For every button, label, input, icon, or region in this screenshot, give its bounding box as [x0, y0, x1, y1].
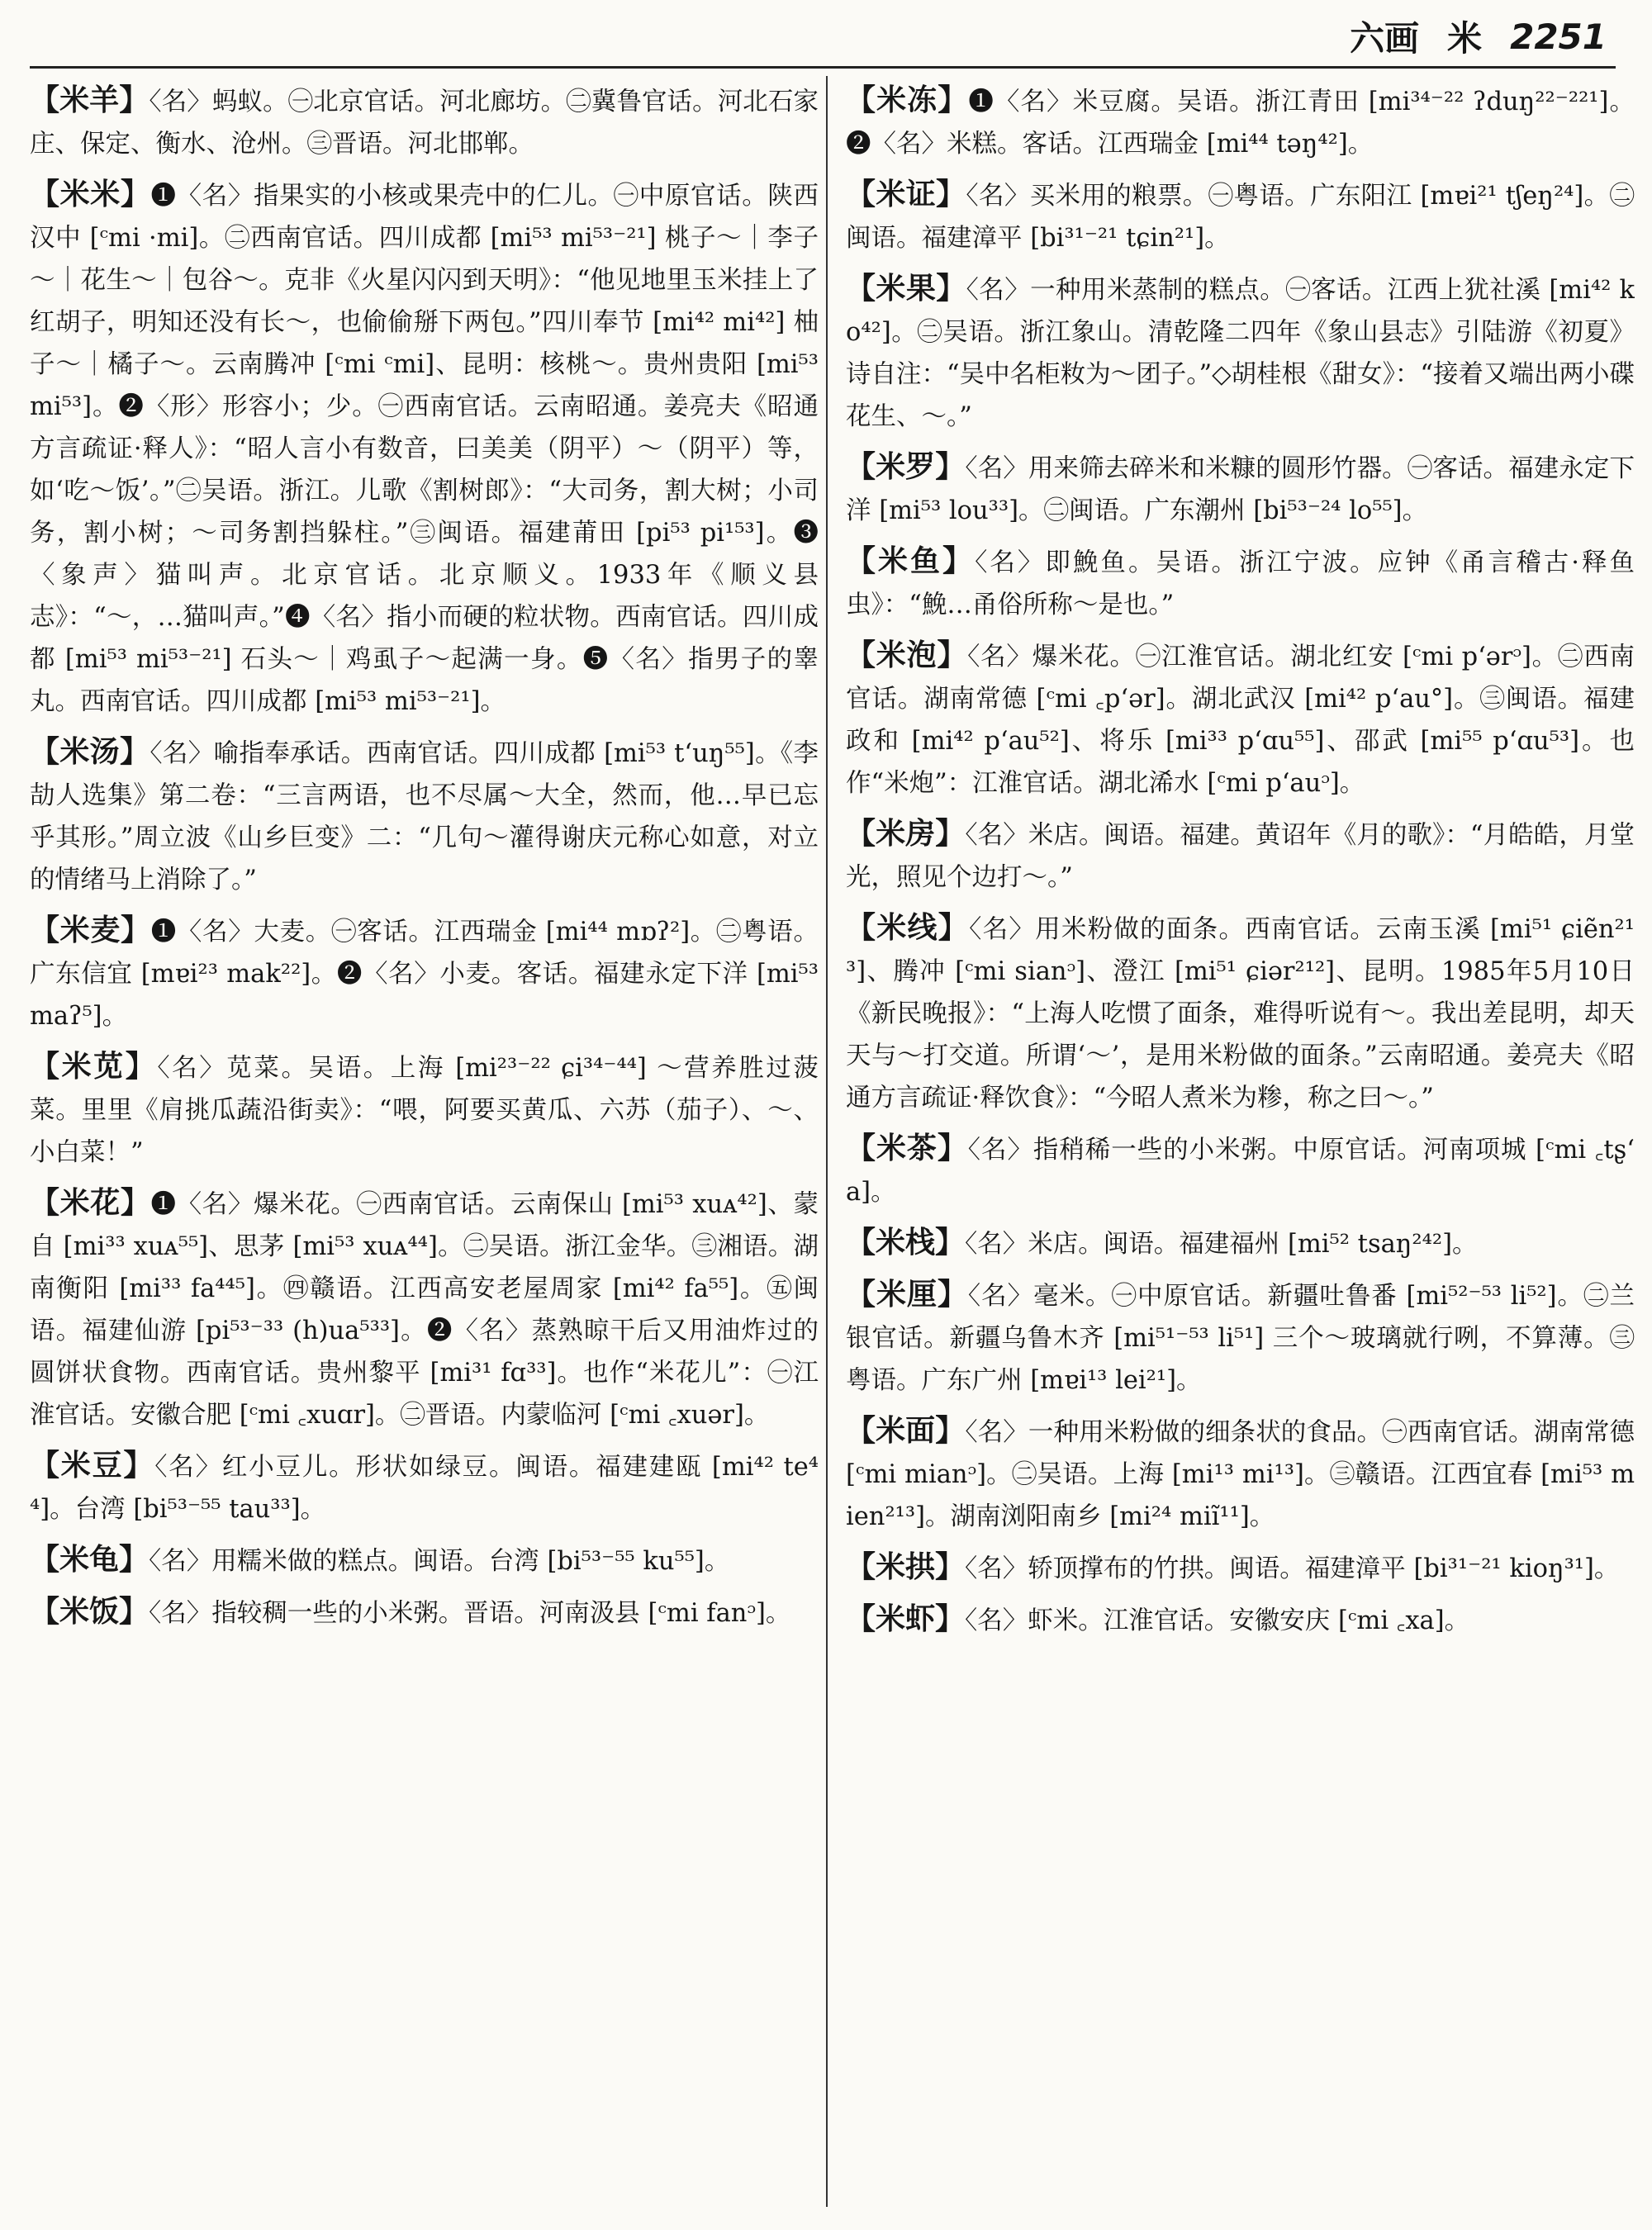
dictionary-entry — [846, 1274, 1635, 1402]
dictionary-entry — [846, 446, 1635, 532]
entry-headword: 【米冻】 — [846, 83, 969, 117]
entry-text: 〈名〉用糯米做的糕点。闽语。台湾 [bi⁵³⁻⁵⁵ ku⁵⁵]。 — [149, 1547, 730, 1576]
dictionary-entry — [846, 1410, 1635, 1538]
entry-headword: 【米米】 — [30, 177, 151, 211]
dictionary-entry — [30, 173, 819, 723]
entry-headword: 【米麦】 — [30, 913, 151, 947]
dictionary-entry — [30, 79, 819, 165]
entry-text: 〈名〉一种用米粉做的细条状的食品。㊀西南官话。湖南常德 [ᶜmi mianᵓ]。㊁吴语。上海 [mi¹³ mi¹³]。㊂赣语。江西宜春 [mi⁵³ mien²¹³]。湖南浏阳南乡 [mi²⁴ miĩ¹¹]。 — [846, 1418, 1635, 1531]
entry-text: 〈名〉爆米花。㊀江淮官话。湖北红安 [ᶜmi pʻərᵓ]。㊁西南官话。湖南常德 [ᶜmi ꜀pʻər]。湖北武汉 [mi⁴² pʻau°]。㊂闽语。福建政和 [mi⁴² pʻau⁵²]、将乐 [mi³³ pʻɑu⁵⁵]、邵武 [mi⁵⁵ pʻɑu⁵³]。也作“米炮”：江淮官话。湖北浠水 [ᶜmi pʻauᵓ]。 — [846, 643, 1635, 798]
dictionary-entry — [846, 268, 1635, 438]
entry-headword: 【米拱】 — [846, 1549, 966, 1584]
entry-headword: 【米鱼】 — [846, 543, 976, 578]
dictionary-entry — [30, 1046, 819, 1174]
right-column — [846, 79, 1635, 2218]
dictionary-entry — [30, 1591, 819, 1635]
entry-headword: 【米虾】 — [846, 1601, 966, 1636]
dictionary-entry — [30, 1445, 819, 1530]
entry-headword: 【米茶】 — [846, 1131, 968, 1165]
dictionary-entry — [846, 540, 1635, 626]
header-rule — [30, 66, 1616, 69]
page-number: 2251 — [1510, 16, 1607, 57]
entry-headword: 【米线】 — [846, 910, 970, 945]
dictionary-entry — [846, 79, 1635, 165]
entry-headword: 【米龟】 — [30, 1542, 150, 1577]
entry-text: 〈名〉喻指奉承话。西南官话。四川成都 [mi⁵³ tʻuŋ⁵⁵]。《李劼人选集》第二卷：“三言两语，也不尽属～大全，然而，他…早已忘乎其形。”周立波《山乡巨变》二：“几句～灌得谢庆元称心如意，对立的情绪马上消除了。” — [30, 739, 819, 894]
page-header — [0, 12, 1607, 61]
entry-text: 〈名〉即鮸鱼。吴语。浙江宁波。应钟《甬言稽古·释鱼虫》：“鮸…甬俗所称～是也。” — [846, 548, 1635, 619]
entry-text: 〈名〉一种用米蒸制的糕点。㊀客话。江西上犹社溪 [mi⁴² ko⁴²]。㊁吴语。浙江象山。清乾隆二四年《象山县志》引陆游《初夏》诗自注：“吴中名柜籹为～团子。”◇胡桂根《甜女》：“接着又端出两小碟花生、～。” — [846, 276, 1635, 431]
radical-label: 米 — [1447, 18, 1483, 59]
entry-text: ❶〈名〉大麦。㊀客话。江西瑞金 [mi⁴⁴ mɒʔ²]。㊁粤语。广东信宜 [mɐi²³ mak²²]。❷〈名〉小麦。客话。福建永定下洋 [mi⁵³ maʔ⁵]。 — [30, 918, 819, 1031]
dictionary-entry — [30, 1182, 819, 1436]
dictionary-entry — [846, 1222, 1635, 1265]
entry-headword: 【米豆】 — [30, 1448, 155, 1483]
section-label: 六画 — [1350, 18, 1420, 59]
entry-text: 〈名〉用米粉做的面条。西南官话。云南玉溪 [mi⁵¹ ɕiẽn²¹³]、腾冲 [ᶜmi sianᵓ]、澄江 [mi⁵¹ ɕiər²¹²]、昆明。1985年5月10日《新民晚报》：“上海人吃惯了面条，难得听说有～。我出差昆明，却天天与～打交道。所谓‘～’，是用米粉做的面条。”云南昭通。姜亮夫《昭通方言疏证·释饮食》：“今昭人煮米为糁，称之曰～。” — [846, 915, 1635, 1113]
entry-headword: 【米羊】 — [30, 83, 150, 117]
entry-text: 〈名〉买米用的粮票。㊀粤语。广东阳江 [mɐi²¹ tʃeŋ²⁴]。㊁闽语。福建漳平 [bi³¹⁻²¹ tɕin²¹]。 — [846, 182, 1635, 253]
entry-text: 〈名〉苋菜。吴语。上海 [mi²³⁻²² ɕi³⁴⁻⁴⁴] ～营养胜过菠菜。里里《肩挑瓜蔬沿街卖》：“喂，阿要买黄瓜、六苏（茄子）、～、小白菜！” — [30, 1054, 819, 1167]
entry-headword: 【米饭】 — [30, 1594, 150, 1629]
dictionary-entry — [846, 813, 1635, 899]
entry-text: 〈名〉毫米。㊀中原官话。新疆吐鲁番 [mi⁵²⁻⁵³ li⁵²]。㊁兰银官话。新疆乌鲁木齐 [mi⁵¹⁻⁵³ li⁵¹] 三个～玻璃就行咧，不算薄。㊂粤语。广东广州 [mɐi¹³ lei²¹]。 — [846, 1282, 1635, 1395]
entry-text: 〈名〉红小豆儿。形状如绿豆。闽语。福建建瓯 [mi⁴² te⁴⁴]。台湾 [bi⁵³⁻⁵⁵ tau³³]。 — [30, 1453, 819, 1524]
entry-text: 〈名〉指较稠一些的小米粥。晋语。河南汲县 [ᶜmi fanᵓ]。 — [149, 1599, 791, 1628]
entry-headword: 【米房】 — [846, 816, 966, 851]
dictionary-entry — [846, 1598, 1635, 1642]
entry-headword: 【米汤】 — [30, 734, 150, 769]
dictionary-entry — [30, 909, 819, 1037]
entry-headword: 【米花】 — [30, 1185, 151, 1220]
entry-headword: 【米厘】 — [846, 1277, 968, 1312]
entry-headword: 【米泡】 — [846, 638, 968, 672]
entry-headword: 【米证】 — [846, 177, 966, 211]
entry-text: 〈名〉米店。闽语。福建。黄诏年《月的歌》：“月皓皓，月堂光，照见个边打～。” — [846, 821, 1635, 892]
entry-text: ❶〈名〉指果实的小核或果壳中的仁儿。㊀中原官话。陕西汉中 [ᶜmi ·mi]。㊁西南官话。四川成都 [mi⁵³ mi⁵³⁻²¹] 桃子～｜李子～｜花生～｜包谷～。克非《火星闪闪到天明》：“他见地里玉米挂上了红胡子，明知还没有长～，也偷偷掰下两包。”四川奉节 [mi⁴² mi⁴²] 柚子～｜橘子～。云南腾冲 [ᶜmi ᶜmi]、昆明：核桃～。贵州贵阳 [mi⁵³ mi⁵³]。❷〈形〉形容小；少。㊀西南官话。云南昭通。姜亮夫《昭通方言疏证·释人》：“昭人言小有数音，曰美美（阴平）～（阴平）等，如‘吃～饭’。”㊁吴语。浙江。儿歌《割树郎》：“大司务，割大树；小司务，割小树；～司务割挡躲柱。”㊂闽语。福建莆田 [pi⁵³ pi¹⁵³]。❸〈象声〉猫叫声。北京官话。北京顺义。1933年《顺义县志》：“～，…猫叫声。”❹〈名〉指小而硬的粒状物。西南官话。四川成都 [mi⁵³ mi⁵³⁻²¹] 石头～｜鸡虱子～起满一身。❺〈名〉指男子的睾丸。西南官话。四川成都 [mi⁵³ mi⁵³⁻²¹]。 — [30, 182, 819, 716]
dictionary-entry — [846, 173, 1635, 259]
entry-headword: 【米罗】 — [846, 449, 966, 484]
entry-text: ❶〈名〉米豆腐。吴语。浙江青田 [mi³⁴⁻²² ʔduŋ²²⁻²²¹]。❷〈名〉米糕。客话。江西瑞金 [mi⁴⁴ təŋ⁴²]。 — [846, 88, 1635, 159]
entry-headword: 【米果】 — [846, 271, 966, 306]
column-divider — [826, 76, 828, 2207]
dictionary-entry — [30, 731, 819, 901]
dictionary-entry — [846, 634, 1635, 804]
entry-headword: 【米面】 — [846, 1413, 966, 1448]
entry-text: 〈名〉轿顶撑布的竹拱。闽语。福建漳平 [bi³¹⁻²¹ kioŋ³¹]。 — [965, 1554, 1620, 1583]
dictionary-entry — [846, 1127, 1635, 1213]
entry-text: 〈名〉米店。闽语。福建福州 [mi⁵² tsaŋ²⁴²]。 — [965, 1230, 1478, 1259]
entry-headword: 【米栈】 — [846, 1225, 966, 1260]
entry-text: 〈名〉虾米。江淮官话。安徽安庆 [ᶜmi ꜀xa]。 — [965, 1606, 1470, 1635]
entry-text: 〈名〉指稍稀一些的小米粥。中原官话。河南项城 [ᶜmi ꜀tʂʻa]。 — [846, 1136, 1635, 1207]
entry-headword: 【米苋】 — [30, 1049, 158, 1084]
dictionary-entry — [846, 1546, 1635, 1590]
entry-text: 〈名〉蚂蚁。㊀北京官话。河北廊坊。㊁冀鲁官话。河北石家庄、保定、衡水、沧州。㊂晋语。河北邯郸。 — [30, 88, 819, 159]
entry-text: 〈名〉用来筛去碎米和米糠的圆形竹器。㊀客话。福建永定下洋 [mi⁵³ lou³³]。㊁闽语。广东潮州 [bi⁵³⁻²⁴ lo⁵⁵]。 — [846, 454, 1635, 525]
left-column — [30, 79, 819, 2218]
dictionary-entry — [30, 1539, 819, 1582]
dictionary-entry — [846, 907, 1635, 1119]
entry-text: ❶〈名〉爆米花。㊀西南官话。云南保山 [mi⁵³ xuᴀ⁴²]、蒙自 [mi³³ xuᴀ⁵⁵]、思茅 [mi⁵³ xuᴀ⁴⁴]。㊁吴语。浙江金华。㊂湘语。湖南衡阳 [mi³³ fa⁴⁴⁵]。㊃赣语。江西高安老屋周家 [mi⁴² fa⁵⁵]。㊄闽语。福建仙游 [pi⁵³⁻³³ (h)ua⁵³³]。❷〈名〉蒸熟晾干后又用油炸过的圆饼状食物。西南官话。贵州黎平 [mi³¹ fɑ³³]。也作“米花儿”：㊀江淮官话。安徽合肥 [ᶜmi ꜀xuɑr]。㊁晋语。内蒙临河 [ᶜmi ꜀xuər]。 — [30, 1190, 819, 1430]
